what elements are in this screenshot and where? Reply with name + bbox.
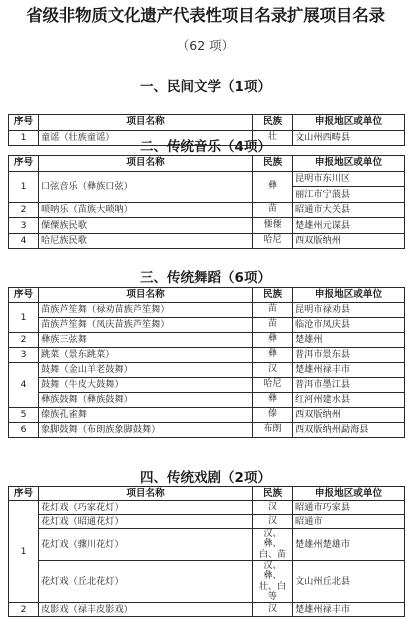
cell-region: 昭通市大关县 xyxy=(293,202,405,218)
cell-no: 4 xyxy=(9,233,39,249)
cell-name: 哈尼族民歌 xyxy=(39,233,253,249)
cell-region: 昆明市禄劝县 xyxy=(293,303,405,318)
cell-ethnic: 汉 xyxy=(253,515,293,529)
cell-ethnic: 壮 xyxy=(253,130,293,146)
cell-region: 楚雄州禄丰市 xyxy=(293,603,405,617)
table-row xyxy=(9,348,405,363)
section-title-traditional-dance: 三、传统舞蹈（6项） xyxy=(140,270,271,286)
table-row xyxy=(9,393,405,408)
cell-no: 5 xyxy=(9,408,39,423)
cell-region: 楚雄州楚雄市 xyxy=(293,529,405,561)
header-no: 序号 xyxy=(9,115,39,131)
cell-ethnic: 彝 xyxy=(253,333,293,348)
cell-ethnic: 彝 xyxy=(253,348,293,363)
cell-name: 口弦音乐（彝族口弦） xyxy=(39,171,253,202)
cell-no: 1 xyxy=(9,130,39,146)
traditional-drama-table xyxy=(8,486,405,617)
cell-ethnic: 布朗 xyxy=(253,423,293,438)
table-header-row xyxy=(9,115,405,131)
cell-region: 楚雄州禄丰市 xyxy=(293,363,405,378)
cell-ethnic: 傈僳 xyxy=(253,218,293,234)
cell-ethnic: 傣 xyxy=(253,408,293,423)
cell-region: 昆明市东川区 xyxy=(293,171,405,187)
cell-name: 皮影戏（禄丰皮影戏） xyxy=(39,603,253,617)
header-region: 申报地区或单位 xyxy=(293,487,405,501)
cell-name: 彝族鼓舞（彝族鼓舞） xyxy=(39,393,253,408)
cell-region: 昭通市 xyxy=(293,515,405,529)
cell-no: 1 xyxy=(9,303,39,333)
cell-name: 花灯戏（骤川花灯） xyxy=(39,529,253,561)
table-row xyxy=(9,515,405,529)
cell-region: 普洱市墨江县 xyxy=(293,378,405,393)
table-header-row xyxy=(9,487,405,501)
cell-name: 傈僳族民歌 xyxy=(39,218,253,234)
section-title-traditional-music: 二、传统音乐（4项） xyxy=(140,139,271,155)
cell-region: 西双版纳州 xyxy=(293,408,405,423)
cell-no: 6 xyxy=(9,423,39,438)
header-name: 项目名称 xyxy=(39,288,253,303)
table-row xyxy=(9,318,405,333)
cell-no: 3 xyxy=(9,348,39,363)
table-row xyxy=(9,303,405,318)
cell-region: 红河州建水县 xyxy=(293,393,405,408)
cell-name: 彝族三弦舞 xyxy=(39,333,253,348)
cell-name: 傣族孔雀舞 xyxy=(39,408,253,423)
table-row xyxy=(9,171,405,187)
cell-no: 1 xyxy=(9,171,39,202)
cell-no: 4 xyxy=(9,363,39,408)
cell-ethnic: 哈尼 xyxy=(253,378,293,393)
header-region: 申报地区或单位 xyxy=(293,288,405,303)
header-no: 序号 xyxy=(9,288,39,303)
table-row xyxy=(9,363,405,378)
header-no: 序号 xyxy=(9,156,39,172)
cell-ethnic: 汉 xyxy=(253,363,293,378)
header-region: 申报地区或单位 xyxy=(293,156,405,172)
cell-ethnic: 哈尼 xyxy=(253,233,293,249)
table-row xyxy=(9,333,405,348)
table-row xyxy=(9,408,405,423)
header-name: 项目名称 xyxy=(39,115,253,131)
table-header-row xyxy=(9,156,405,172)
header-name: 项目名称 xyxy=(39,156,253,172)
cell-no: 2 xyxy=(9,603,39,617)
cell-region: 楚雄州 xyxy=(293,333,405,348)
table-header-row xyxy=(9,288,405,303)
cell-region: 西双版纳州 xyxy=(293,233,405,249)
table-row xyxy=(9,529,405,561)
cell-region: 西双版纳州勐海县 xyxy=(293,423,405,438)
section-title-traditional-drama: 四、传统戏剧（2项） xyxy=(140,470,271,486)
table-row xyxy=(9,561,405,603)
cell-region: 文山州西畴县 xyxy=(293,130,405,146)
cell-no: 2 xyxy=(9,333,39,348)
cell-ethnic: 彝 xyxy=(253,171,293,202)
cell-name: 花灯戏（昭通花灯） xyxy=(39,515,253,529)
table-row xyxy=(9,603,405,617)
cell-region: 昭通市巧家县 xyxy=(293,501,405,515)
header-ethnic: 民族 xyxy=(253,487,293,501)
table-row xyxy=(9,202,405,218)
cell-no: 3 xyxy=(9,218,39,234)
cell-ethnic: 汉 xyxy=(253,501,293,515)
header-ethnic: 民族 xyxy=(253,156,293,172)
table-row xyxy=(9,423,405,438)
table-row xyxy=(9,233,405,249)
cell-name: 跳菜（景东跳菜） xyxy=(39,348,253,363)
header-no: 序号 xyxy=(9,487,39,501)
cell-ethnic: 苗 xyxy=(253,303,293,318)
cell-ethnic: 苗 xyxy=(253,202,293,218)
cell-region: 临沧市凤庆县 xyxy=(293,318,405,333)
cell-region: 普洱市景东县 xyxy=(293,348,405,363)
cell-ethnic: 汉、彝、壮、白等 xyxy=(253,561,293,603)
header-ethnic: 民族 xyxy=(253,288,293,303)
cell-name: 花灯戏（巧家花灯） xyxy=(39,501,253,515)
cell-no: 2 xyxy=(9,202,39,218)
cell-ethnic: 汉、彝、白、苗 xyxy=(253,529,293,561)
section-title-folk-literature: 一、民间文学（1项） xyxy=(140,79,271,95)
traditional-dance-table xyxy=(8,287,405,438)
cell-name: 象脚鼓舞（布朗族象脚鼓舞） xyxy=(39,423,253,438)
header-ethnic: 民族 xyxy=(253,115,293,131)
cell-name: 花灯戏（丘北花灯） xyxy=(39,561,253,603)
cell-ethnic: 汉 xyxy=(253,603,293,617)
header-name: 项目名称 xyxy=(39,487,253,501)
header-region: 申报地区或单位 xyxy=(293,115,405,131)
document-title: 省级非物质文化遗产代表性项目名录扩展项目名录 xyxy=(26,6,385,25)
cell-no: 1 xyxy=(9,501,39,603)
table-row xyxy=(9,501,405,515)
cell-ethnic: 苗 xyxy=(253,318,293,333)
cell-region: 丽江市宁蒗县 xyxy=(293,187,405,203)
traditional-music-table xyxy=(8,155,405,249)
cell-name: 唢呐乐（苗族大唢呐） xyxy=(39,202,253,218)
table-row xyxy=(9,218,405,234)
cell-ethnic: 彝 xyxy=(253,393,293,408)
cell-region: 文山州丘北县 xyxy=(293,561,405,603)
cell-name: 苗族芦笙舞（凤庆苗族芦笙舞） xyxy=(39,318,253,333)
table-row xyxy=(9,378,405,393)
cell-name: 鼓舞（金山羊老鼓舞） xyxy=(39,363,253,378)
cell-name: 苗族芦笙舞（禄劝苗族芦笙舞） xyxy=(39,303,253,318)
cell-name: 童谣（壮族童谣） xyxy=(39,130,253,146)
cell-region: 楚雄州元谋县 xyxy=(293,218,405,234)
item-count: （62 项） xyxy=(176,38,235,53)
cell-name: 鼓舞（牛皮大鼓舞） xyxy=(39,378,253,393)
